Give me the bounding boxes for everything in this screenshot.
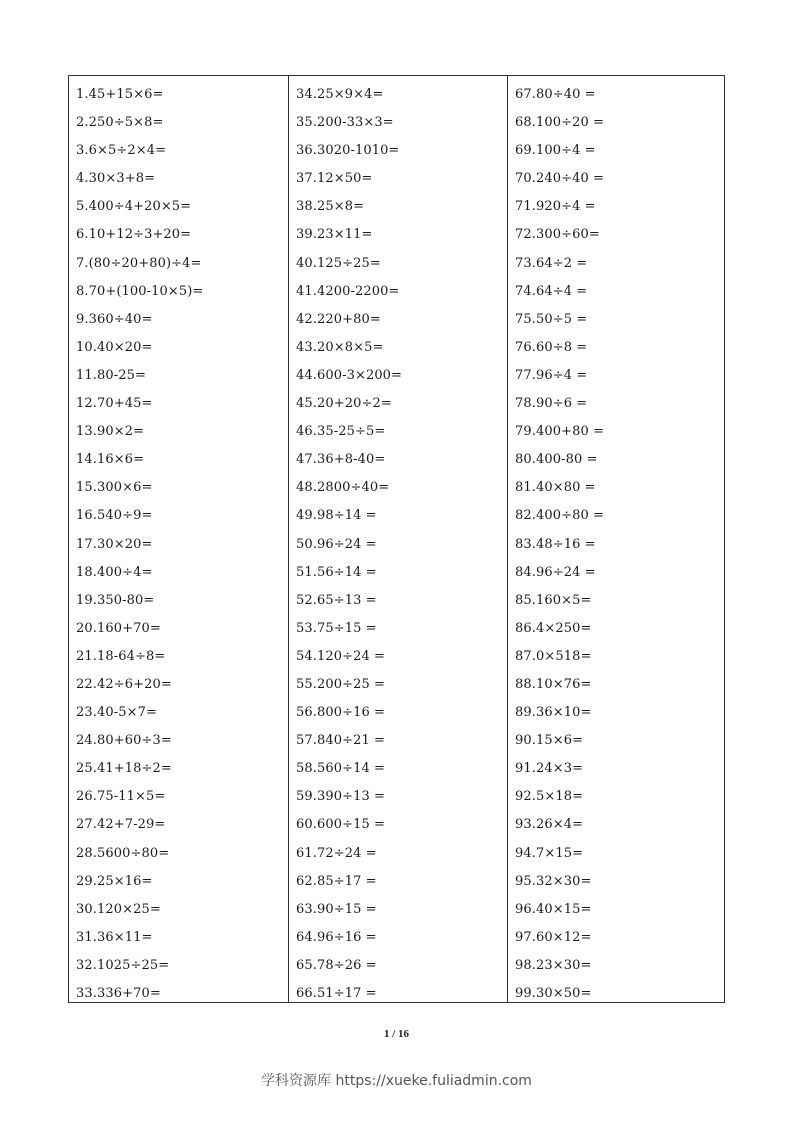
problem-item: 23.40-5×7= [76,705,157,721]
problem-item: 6.10+12÷3+20= [76,227,192,243]
problem-item: 28.5600÷80= [76,845,170,861]
problem-item: 20.160+70= [76,620,161,636]
problem-item: 5.400÷4+20×5= [76,199,192,215]
problem-item: 35.200-33×3= [296,115,394,131]
page-number: 1 / 16 [383,1028,410,1040]
problem-item: 86.4×250= [515,620,592,636]
problem-item: 48.2800÷40= [296,480,390,496]
problem-item: 39.23×11= [296,227,373,243]
problem-item: 73.64÷2 = [515,255,588,271]
problem-item: 38.25×8= [296,199,365,215]
problem-item: 19.350-80= [76,592,155,608]
problem-item: 89.36×10= [515,705,592,721]
problem-item: 30.120×25= [76,901,161,917]
problem-item: 72.300÷60= [515,227,600,243]
footer-watermark: 学科资源库 https://xueke.fuliadmin.com [261,1073,532,1089]
problem-item: 46.35-25÷5= [296,424,386,440]
problem-item: 62.85÷17 = [296,873,377,889]
problem-item: 11.80-25= [76,367,146,383]
problem-item: 85.160×5= [515,592,592,608]
problem-item: 27.42+7-29= [76,817,166,833]
problem-item: 54.120÷24 = [296,648,386,664]
problem-item: 55.200÷25 = [296,676,386,692]
problem-item: 67.80÷40 = [515,87,596,102]
problem-item: 57.840÷21 = [296,733,386,749]
problem-item: 69.100÷4 = [515,143,596,159]
problem-item: 14.16×6= [76,452,145,468]
problem-item: 98.23×30= [515,957,592,973]
problem-item: 76.60÷8 = [515,339,588,355]
problem-item: 3.6×5÷2×4= [76,143,167,159]
problem-item: 74.64÷4 = [515,283,588,299]
problem-item: 2.250÷5×8= [76,115,164,131]
problem-item: 25.41+18÷2= [76,761,172,777]
problem-item: 66.51÷17 = [296,986,377,1001]
problem-item: 32.1025÷25= [76,957,170,973]
problem-item: 51.56÷14 = [296,564,377,580]
problem-item: 88.10×76= [515,676,592,692]
problem-item: 21.18-64÷8= [76,648,166,664]
problem-item: 84.96÷24 = [515,564,596,580]
problem-item: 17.30×20= [76,536,153,552]
problem-item: 4.30×3+8= [76,171,156,187]
problem-item: 47.36+8-40= [296,452,386,468]
problem-item: 49.98÷14 = [296,508,377,524]
problem-item: 92.5×18= [515,789,584,805]
problem-item: 16.540÷9= [76,508,153,524]
problem-item: 33.336+70= [76,986,161,1001]
problem-item: 1.45+15×6= [76,87,164,102]
problem-item: 12.70+45= [76,396,153,412]
problem-item: 71.920÷4 = [515,199,596,215]
problem-item: 53.75÷15 = [296,620,377,636]
problem-item: 43.20×8×5= [296,339,384,355]
problem-item: 87.0×518= [515,648,592,664]
problem-item: 7.(80÷20+80)÷4= [76,255,202,271]
problem-item: 75.50÷5 = [515,311,588,327]
problem-item: 83.48÷16 = [515,536,596,552]
problem-item: 68.100÷20 = [515,115,605,131]
problem-item: 50.96÷24 = [296,536,377,552]
problem-item: 80.400-80 = [515,452,598,468]
problem-item: 9.360÷40= [76,311,153,327]
problem-item: 44.600-3×200= [296,367,403,383]
problem-item: 77.96÷4 = [515,367,588,383]
problem-item: 15.300×6= [76,480,153,496]
problem-item: 95.32×30= [515,873,592,889]
problem-item: 97.60×12= [515,929,592,945]
problem-item: 59.390÷13 = [296,789,386,805]
problem-item: 64.96÷16 = [296,929,377,945]
problem-item: 26.75-11×5= [76,789,166,805]
problem-item: 94.7×15= [515,845,584,861]
problem-column-3 [507,76,724,1002]
problem-item: 61.72÷24 = [296,845,377,861]
problem-item: 40.125÷25= [296,255,381,271]
problem-item: 36.3020-1010= [296,143,400,159]
problem-item: 63.90÷15 = [296,901,377,917]
problem-item: 90.15×6= [515,733,584,749]
problem-item: 24.80+60÷3= [76,733,172,749]
problem-column-2 [288,76,507,1002]
problem-item: 8.70+(100-10×5)= [76,283,204,299]
problem-item: 65.78÷26 = [296,957,377,973]
problem-item: 93.26×4= [515,817,584,833]
problem-item: 78.90÷6 = [515,396,588,412]
problem-item: 22.42÷6+20= [76,676,172,692]
problem-item: 56.800÷16 = [296,705,386,721]
problem-item: 34.25×9×4= [296,87,384,102]
problem-item: 10.40×20= [76,339,153,355]
problem-item: 81.40×80 = [515,480,596,496]
problem-item: 29.25×16= [76,873,153,889]
problem-item: 52.65÷13 = [296,592,377,608]
problem-item: 31.36×11= [76,929,153,945]
problem-item: 18.400÷4= [76,564,153,580]
problem-item: 79.400+80 = [515,424,605,440]
problem-item: 91.24×3= [515,761,584,777]
problem-item: 70.240÷40 = [515,171,605,187]
problem-item: 58.560÷14 = [296,761,386,777]
problem-item: 45.20+20÷2= [296,396,392,412]
problem-column-1 [69,76,288,1002]
problem-item: 60.600÷15 = [296,817,386,833]
problem-item: 13.90×2= [76,424,145,440]
problem-item: 42.220+80= [296,311,381,327]
problem-item: 96.40×15= [515,901,592,917]
problem-item: 41.4200-2200= [296,283,400,299]
problem-item: 37.12×50= [296,171,373,187]
problem-item: 99.30×50= [515,986,592,1001]
problem-table [68,75,725,1003]
problem-item: 82.400÷80 = [515,508,605,524]
